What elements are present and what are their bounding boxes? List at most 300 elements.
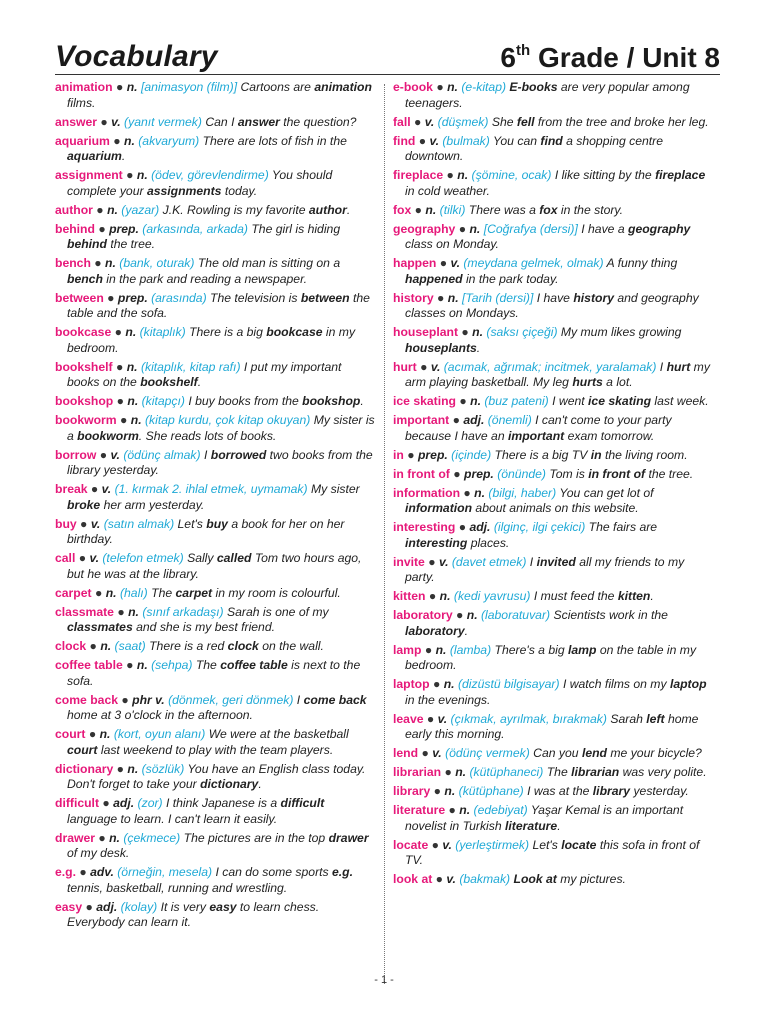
example-text: There was a xyxy=(468,202,540,217)
vocab-word: lamp xyxy=(393,642,422,657)
example-text: Can you xyxy=(533,746,582,760)
vocab-word: locate xyxy=(393,837,429,852)
example-text: I think Japanese is a xyxy=(166,796,281,810)
bullet-icon: ● xyxy=(112,359,127,374)
vocab-entry xyxy=(55,203,375,219)
turkish-translation: (kolay) xyxy=(120,899,158,914)
example-keyword: called xyxy=(216,551,252,565)
bullet-icon: ● xyxy=(436,256,451,270)
example-text: The fairs are xyxy=(588,520,658,534)
example-sentence xyxy=(527,784,689,798)
part-of-speech: prep. xyxy=(117,290,148,305)
vocab-entry xyxy=(55,727,375,758)
part-of-speech: v. xyxy=(101,482,112,496)
turkish-translation: (kitapçı) xyxy=(141,394,185,408)
turkish-translation: (içinde) xyxy=(451,447,492,462)
turkish-translation: (dizüstü bilgisayar) xyxy=(457,677,560,691)
example-text: yesterday. xyxy=(630,784,689,798)
example-keyword: drawer xyxy=(328,830,369,845)
example-text: . She reads lots of books. xyxy=(138,428,277,443)
bullet-icon: ● xyxy=(458,325,473,339)
bullet-icon: ● xyxy=(415,133,430,148)
bullet-icon: ● xyxy=(116,413,131,427)
part-of-speech: n. xyxy=(455,765,467,779)
vocab-entry xyxy=(393,872,713,888)
vocab-entry xyxy=(393,746,713,762)
example-keyword: broke xyxy=(67,497,101,512)
part-of-speech: v. xyxy=(450,256,460,270)
bullet-icon: ● xyxy=(403,447,418,462)
example-text: There are lots of fish in the xyxy=(202,133,347,148)
vocab-entry xyxy=(393,222,713,253)
example-text: You can get lot of xyxy=(559,485,654,500)
part-of-speech: n. xyxy=(447,290,459,305)
vocab-word: buy xyxy=(55,516,77,531)
example-keyword: history xyxy=(573,290,614,305)
turkish-translation: (yanıt vermek) xyxy=(124,114,202,129)
example-keyword: laboratory xyxy=(405,623,465,638)
vocab-entry xyxy=(55,517,375,548)
vocab-entry xyxy=(393,486,713,517)
vocab-word: bench xyxy=(55,256,91,270)
part-of-speech: n. xyxy=(124,133,135,148)
example-keyword: invited xyxy=(536,554,576,569)
turkish-translation: (bakmak) xyxy=(459,872,511,886)
vocab-entry xyxy=(393,291,713,322)
example-text: I must feed the xyxy=(533,589,618,603)
part-of-speech: n. xyxy=(470,394,481,408)
bullet-icon: ● xyxy=(418,746,433,760)
example-keyword: buy xyxy=(206,516,228,531)
vocab-word: information xyxy=(393,485,461,500)
bullet-icon: ● xyxy=(410,114,425,129)
vocab-entry xyxy=(55,80,375,111)
example-sentence xyxy=(205,115,356,129)
example-keyword: carpet xyxy=(175,585,213,600)
header-rule xyxy=(55,74,720,75)
vocab-word: e.g. xyxy=(55,865,76,879)
example-keyword: bookshelf xyxy=(140,375,198,389)
example-sentence xyxy=(495,448,688,462)
bullet-icon: ● xyxy=(455,221,470,236)
example-text: two books from the library yesterday. xyxy=(67,447,373,477)
grade-ordinal: th xyxy=(516,42,531,59)
example-text: the tree. xyxy=(645,466,694,481)
example-text: . xyxy=(476,340,481,355)
bullet-icon: ● xyxy=(75,551,90,565)
turkish-translation: (bulmak) xyxy=(442,133,490,148)
bullet-icon: ● xyxy=(411,202,426,217)
example-keyword: left xyxy=(646,711,665,726)
example-text: I put my important books on the xyxy=(67,359,342,389)
example-keyword: lend xyxy=(581,746,607,760)
vocab-word: in xyxy=(393,447,404,462)
vocab-word: happen xyxy=(393,256,437,270)
bullet-icon: ● xyxy=(425,589,440,603)
example-text: Sarah xyxy=(610,711,647,726)
example-text: I have a xyxy=(581,221,628,236)
example-text: Sarah is one of my xyxy=(227,604,329,619)
vocab-word: laboratory xyxy=(393,608,453,622)
vocab-entry xyxy=(393,677,713,708)
example-keyword: animation xyxy=(314,80,372,94)
example-text: the question? xyxy=(279,114,357,129)
bullet-icon: ● xyxy=(87,482,102,496)
part-of-speech: n. xyxy=(127,761,139,776)
vocab-entry xyxy=(55,796,375,827)
example-keyword: Look at xyxy=(513,872,557,886)
part-of-speech: n. xyxy=(99,727,111,741)
vocab-entry xyxy=(55,394,375,410)
vocab-entry xyxy=(393,803,713,834)
column-divider xyxy=(384,84,385,984)
turkish-translation: (halı) xyxy=(119,585,148,600)
vocab-entry xyxy=(393,168,713,199)
vocab-entry xyxy=(393,203,713,219)
example-text: and geography classes on Mondays. xyxy=(405,290,699,320)
bullet-icon: ● xyxy=(113,394,128,408)
vocab-entry xyxy=(55,256,375,287)
part-of-speech: prep. xyxy=(417,447,448,462)
grade-number: 6 xyxy=(500,42,516,73)
vocab-word: fireplace xyxy=(393,168,444,182)
example-text: Let's xyxy=(532,837,562,852)
turkish-translation: [Tarih (dersi)] xyxy=(462,290,534,305)
vocab-word: lend xyxy=(393,746,419,760)
turkish-translation: (sözlük) xyxy=(141,761,185,776)
example-text: The pictures are in the top xyxy=(183,830,329,845)
example-text: the tree. xyxy=(106,237,156,251)
bullet-icon: ● xyxy=(112,80,127,94)
example-text: Sally xyxy=(187,551,217,565)
example-text: My sister xyxy=(310,482,360,496)
part-of-speech: n. xyxy=(128,604,139,619)
turkish-translation: (davet etmek) xyxy=(451,554,527,569)
vocab-entry xyxy=(55,693,375,724)
example-keyword: bench xyxy=(67,271,103,286)
vocab-word: author xyxy=(55,202,93,217)
turkish-translation: (dönmek, geri dönmek) xyxy=(168,692,294,707)
turkish-translation: (ödünç vermek) xyxy=(445,746,530,760)
turkish-translation: (düşmek) xyxy=(437,114,489,129)
vocab-entry xyxy=(393,115,713,131)
part-of-speech: adj. xyxy=(469,520,491,534)
turkish-translation: (kitaplık, kitap rafı) xyxy=(140,359,241,374)
vocab-word: interesting xyxy=(393,520,456,534)
vocab-entry xyxy=(55,413,375,444)
part-of-speech: adj. xyxy=(96,899,118,914)
part-of-speech: n. xyxy=(443,677,455,691)
bullet-icon: ● xyxy=(455,520,470,534)
part-of-speech: phr v. xyxy=(132,692,165,707)
part-of-speech: v. xyxy=(432,746,442,760)
vocab-entry xyxy=(393,134,713,165)
part-of-speech: prep. xyxy=(464,466,494,481)
example-keyword: in xyxy=(590,447,602,462)
part-of-speech: n. xyxy=(126,80,138,94)
bullet-icon: ● xyxy=(97,114,112,129)
example-text: You have an English class today. Don't forget to take your xyxy=(67,761,366,791)
bullet-icon: ● xyxy=(424,554,439,569)
vocab-entry xyxy=(393,838,713,869)
example-keyword: bookcase xyxy=(266,325,323,339)
vocab-entry xyxy=(393,712,713,743)
example-keyword: e.g. xyxy=(332,865,353,879)
example-text: My sister is a xyxy=(67,413,375,443)
vocab-word: bookcase xyxy=(55,325,112,339)
turkish-translation: (arkasında, arkada) xyxy=(142,221,248,236)
vocab-word: literature xyxy=(393,803,446,817)
example-text: . xyxy=(121,149,126,163)
turkish-translation: (sınıf arkadaşı) xyxy=(142,604,224,619)
example-text: language to learn. I can't learn it easily. xyxy=(67,811,278,826)
vocab-word: bookshelf xyxy=(55,359,113,374)
grade-unit-text: Grade / Unit 8 xyxy=(530,42,720,73)
vocab-entry xyxy=(393,467,713,483)
turkish-translation: (saat) xyxy=(114,639,146,653)
vocab-word: between xyxy=(55,290,104,305)
turkish-translation: (meydana gelmek, olmak) xyxy=(463,256,604,270)
example-sentence xyxy=(533,746,702,760)
example-text: a lot. xyxy=(602,375,633,389)
example-text: in the park and reading a newspaper. xyxy=(102,271,308,286)
vocab-entry xyxy=(55,482,375,513)
example-text: We were at the basketball xyxy=(208,727,349,741)
page-number: - 1 - xyxy=(374,974,394,986)
example-keyword: hurt xyxy=(666,359,691,374)
example-text: I can't come to your party because I have an xyxy=(405,413,672,443)
vocab-word: look at xyxy=(393,872,433,886)
part-of-speech: n. xyxy=(469,221,481,236)
example-keyword: information xyxy=(405,501,473,515)
example-text: last weekend to play with the team players. xyxy=(97,742,334,757)
example-text: She xyxy=(491,114,517,129)
bullet-icon: ● xyxy=(122,168,137,182)
page-title: Vocabulary xyxy=(55,40,218,73)
vocab-word: geography xyxy=(393,221,456,236)
example-keyword: bookworm xyxy=(77,428,139,443)
vocab-entry xyxy=(393,520,713,551)
turkish-translation: (ödünç almak) xyxy=(123,447,201,462)
vocab-entry xyxy=(55,360,375,391)
example-text: in the park today. xyxy=(462,271,559,286)
vocab-word: laptop xyxy=(393,677,430,691)
vocab-word: easy xyxy=(55,899,83,914)
example-keyword: E-books xyxy=(509,80,558,94)
example-text: her arm yesterday. xyxy=(100,497,205,512)
example-text: The television is xyxy=(210,290,301,305)
example-keyword: bookshop xyxy=(302,394,361,408)
vocab-entry xyxy=(393,448,713,464)
turkish-translation: (telefon etmek) xyxy=(102,551,184,565)
example-keyword: clock xyxy=(227,639,259,653)
example-sentence xyxy=(552,394,708,408)
example-keyword: between xyxy=(300,290,350,305)
turkish-translation: (ilginç, ilgi çekici) xyxy=(493,520,586,534)
turkish-translation: (bank, oturak) xyxy=(119,256,195,270)
example-sentence xyxy=(151,586,341,600)
bullet-icon: ● xyxy=(113,604,129,619)
example-text: There is a red xyxy=(149,639,228,653)
turkish-translation: (kütüphaneci) xyxy=(469,765,544,779)
example-text: I buy books from the xyxy=(188,394,303,408)
example-text: and she is my best friend. xyxy=(132,620,275,634)
vocab-entry xyxy=(55,605,375,636)
turkish-translation: (kort, oyun alanı) xyxy=(113,727,206,741)
vocab-entry xyxy=(393,643,713,674)
example-text: The old man is sitting on a xyxy=(197,256,341,270)
example-text: A funny thing xyxy=(606,256,678,270)
bullet-icon: ● xyxy=(92,202,108,217)
example-keyword: library xyxy=(592,784,631,798)
turkish-translation: (tilki) xyxy=(439,202,466,217)
example-keyword: happened xyxy=(405,271,463,286)
example-keyword: important xyxy=(508,428,565,443)
example-keyword: in front of xyxy=(588,466,646,481)
example-text: I xyxy=(203,447,211,462)
vocab-entry xyxy=(55,551,375,582)
example-text: the table and the sofa. xyxy=(67,290,370,320)
example-text: to learn chess. Everybody can learn it. xyxy=(67,899,320,929)
vocab-word: classmate xyxy=(55,604,114,619)
example-text: in the story. xyxy=(557,202,623,217)
vocab-word: invite xyxy=(393,554,425,569)
example-text: today. xyxy=(221,183,258,198)
part-of-speech: n. xyxy=(425,202,437,217)
example-text: You can xyxy=(492,133,541,148)
example-keyword: fell xyxy=(516,114,535,129)
example-keyword: answer xyxy=(237,114,280,129)
example-text: The xyxy=(151,585,176,600)
vocab-word: behind xyxy=(55,221,95,236)
bullet-icon: ● xyxy=(421,642,436,657)
example-text: The xyxy=(195,658,221,672)
example-text: I xyxy=(529,554,537,569)
example-text: on the wall. xyxy=(258,639,324,653)
example-text: Tom two hours ago, but he was at the library. xyxy=(67,551,362,581)
example-text: I was at the xyxy=(527,784,593,798)
example-text: was very polite. xyxy=(619,765,707,779)
bullet-icon: ● xyxy=(109,133,124,148)
example-keyword: assignments xyxy=(146,183,222,198)
example-sentence xyxy=(534,589,654,603)
example-text: from the tree and broke her leg. xyxy=(534,114,709,129)
example-text: I xyxy=(296,692,304,707)
vocab-word: difficult xyxy=(55,796,100,810)
turkish-translation: (edebiyat) xyxy=(473,803,528,817)
vocab-entry xyxy=(393,256,713,287)
part-of-speech: v. xyxy=(424,114,435,129)
turkish-translation: [animasyon (film)] xyxy=(140,80,238,94)
grade-unit-label xyxy=(500,42,720,74)
turkish-translation: (akvaryum) xyxy=(138,133,200,148)
example-text: My mum likes growing xyxy=(560,325,682,339)
part-of-speech: v. xyxy=(110,447,120,462)
bullet-icon: ● xyxy=(445,803,460,817)
example-keyword: dictionary xyxy=(200,777,259,791)
example-sentence xyxy=(469,203,623,217)
vocab-entry xyxy=(393,394,713,410)
vocab-word: dictionary xyxy=(55,761,114,776)
part-of-speech: v. xyxy=(430,359,441,374)
bullet-icon: ● xyxy=(452,608,467,622)
example-text: the living room. xyxy=(601,447,688,462)
part-of-speech: n. xyxy=(136,658,148,672)
vocab-word: kitten xyxy=(393,589,426,603)
example-text: I like sitting by the xyxy=(554,168,656,182)
example-text: on the table in my bedroom. xyxy=(405,642,697,672)
turkish-translation: (sehpa) xyxy=(151,658,193,672)
example-text: class on Monday. xyxy=(405,237,499,251)
part-of-speech: n. xyxy=(447,80,458,94)
part-of-speech: n. xyxy=(109,830,120,845)
bullet-icon: ● xyxy=(460,485,475,500)
bullet-icon: ● xyxy=(113,761,128,776)
vocab-word: drawer xyxy=(55,830,95,845)
vocabulary-column-left xyxy=(55,80,375,934)
bullet-icon: ● xyxy=(76,865,91,879)
turkish-translation: (kitap kurdu, çok kitap okuyan) xyxy=(145,413,311,427)
bullet-icon: ● xyxy=(443,168,458,182)
bullet-icon: ● xyxy=(111,325,126,339)
example-keyword: difficult xyxy=(280,796,325,810)
turkish-translation: (yazar) xyxy=(121,202,160,217)
example-text: I have xyxy=(536,290,574,305)
vocab-word: fall xyxy=(393,114,411,129)
example-text: You should complete your xyxy=(67,168,333,198)
example-keyword: laptop xyxy=(669,677,707,691)
part-of-speech: v. xyxy=(429,133,439,148)
page-header xyxy=(55,34,720,74)
example-text: . xyxy=(557,818,561,833)
vocab-word: assignment xyxy=(55,168,123,182)
vocab-entry xyxy=(55,762,375,793)
turkish-translation: (çıkmak, ayrılmak, bırakmak) xyxy=(450,711,607,726)
turkish-translation: (çekmece) xyxy=(123,830,181,845)
vocab-word: hurt xyxy=(393,359,417,374)
bullet-icon: ● xyxy=(456,394,471,408)
example-keyword: locate xyxy=(561,837,597,852)
bullet-icon: ● xyxy=(433,290,448,305)
vocab-entry xyxy=(393,608,713,639)
example-keyword: classmates xyxy=(67,620,133,634)
bullet-icon: ● xyxy=(103,290,118,305)
vocab-word: e-book xyxy=(393,80,433,94)
example-text: Can I xyxy=(205,114,238,129)
example-keyword: author xyxy=(308,202,347,217)
bullet-icon: ● xyxy=(90,256,106,270)
part-of-speech: v. xyxy=(111,114,121,129)
bullet-icon: ● xyxy=(430,784,445,798)
vocab-entry xyxy=(55,325,375,356)
example-text: I xyxy=(659,359,667,374)
example-text: Cartoons are xyxy=(240,80,315,94)
vocab-word: court xyxy=(55,727,86,741)
vocab-entry xyxy=(55,639,375,655)
vocab-entry xyxy=(55,291,375,322)
turkish-translation: (önemli) xyxy=(487,413,532,427)
vocab-word: borrow xyxy=(55,447,97,462)
bullet-icon: ● xyxy=(94,221,110,236)
example-text: are very popular among teenagers. xyxy=(405,80,690,110)
example-text: a book for her on her birthday. xyxy=(67,516,345,546)
example-text: J.K. Rowling is my favorite xyxy=(162,202,309,217)
example-text: all my friends to my party. xyxy=(405,554,685,584)
bullet-icon: ● xyxy=(94,830,110,845)
turkish-translation: (e-kitap) xyxy=(461,80,507,94)
example-text: about animals on this website. xyxy=(472,501,639,515)
part-of-speech: adj. xyxy=(113,796,135,810)
